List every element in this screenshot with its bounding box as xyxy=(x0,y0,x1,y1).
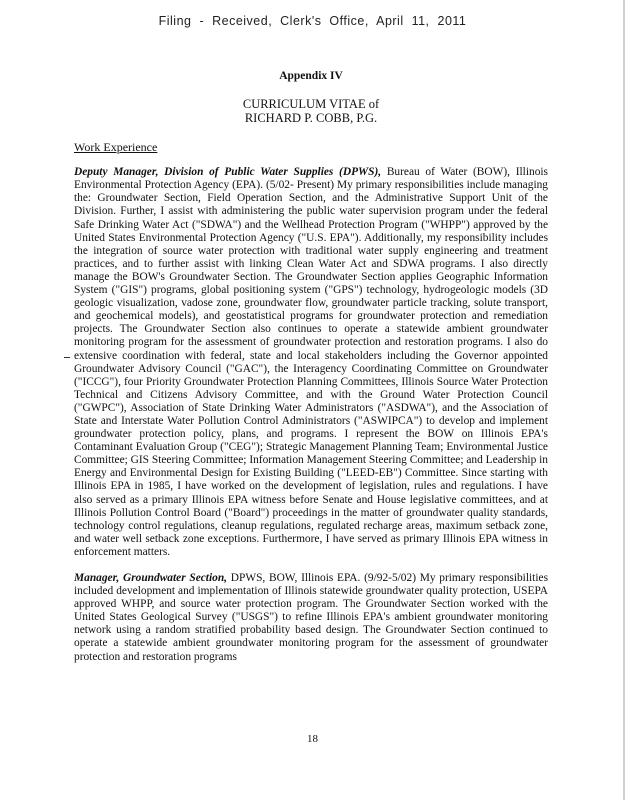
entry-text: DPWS, BOW, Illinois EPA. (9/92-5/02) My primary responsibilities included development and implementation of Illinois statewide groundwater quality protection, USEPA approved WHPP, and source water protection program. The Groundwater Section worked with the United States Geological Survey ("USGS") to refine Illinois EPA's ambient groundwater monitoring network using a random stratified probability based design. The Groundwater Section continued to operate a statewide ambient groundwater monitoring program for the assessment of groundwater protection and restoration programs xyxy=(74,572,548,663)
page-number: 18 xyxy=(307,733,318,745)
entry-deputy-manager xyxy=(74,166,548,559)
entry-role: Manager, Groundwater Section, xyxy=(74,572,228,584)
margin-mark xyxy=(64,357,70,358)
title-line-2: RICHARD P. COBB, P.G. xyxy=(244,111,378,126)
document-title xyxy=(74,97,548,125)
entry-role: Deputy Manager, Division of Public Water Supplies (DPWS), xyxy=(74,166,382,179)
section-heading-work-experience: Work Experience xyxy=(74,140,158,155)
title-line-1: CURRICULUM VITAE of xyxy=(242,97,380,112)
appendix-label: Appendix IV xyxy=(279,70,343,82)
entry-text: Bureau of Water (BOW), Illinois Environmental Protection Agency (EPA). (5/02- Present) My primary responsibilities include managing the: Groundwater Section, Field Operation Section, and the Administrative Support Unit of the Division. Further, I assist with administering the public water supervision program under the federal Safe Drinking Water Act ("SDWA") and the Wellhead Protection Program ("WHPP") approved by the United States Environmental Protection Agency ("U.S. EPA"). Additionally, my responsibility includes the integration of source water protection with traditional water supply engineering and treatment practices, and to further assist with linking Clean Water Act and SDWA programs. I also directly manage the BOW's Groundwater Section. The Groundwater Section applies Geographic Information System ("GIS") programs, global positioning system ("GPS") technology, hydrogeologic models (3D geologic visualization, vadose zone, groundwater flow, groundwater particle tracking, solute transport, and geochemical models), and geostatistical programs for groundwater protection and remediation projects. The Groundwater Section also continues to operate a statewide ambient groundwater monitoring program for the assessment of groundwater protection and restoration programs. I also do extensive coordination with federal, state and local stakeholders including the Governor appointed Groundwater Advisory Council ("GAC"), the Interagency Coordinating Committee on Groundwater ("ICCG"), four Priority Groundwater Protection Planning Committees, Illinois Source Water Protection Technical and Citizens Advisory Committee, and with the Ground Water Protection Council ("GWPC"), Association of State Drinking Water Administrators ("ASDWA"), and the Association of State and Interstate Water Pollution Control Administrators ("ASWIPCA") to develop and implement groundwater protection policy, plans, and programs. I represent the BOW on Illinois EPA's Contaminant Evaluation Group ("CEG"); Strategic Management Planning Team; Environmental Justice Committee; GIS Steering Committee; Information Management Steering Committee; and Leadership in Energy and Environmental Design for Existing Building ("LEED-EB") Committee. Since starting with Illinois EPA in 1985, I have worked on the development of legislation, rules and regulations. I have also served as a primary Illinois EPA witness before Senate and House legislative committees, and at Illinois Pollution Control Board ("Board") proceedings in the matter of groundwater quality standards, technology control regulations, cleanup regulations, regulated recharge areas, maximum setback zone, and water well setback zone exceptions. Furthermore, I have served as primary Illinois EPA witness in enforcement matters. xyxy=(74,166,548,558)
filing-header: Filing - Received, Clerk's Office, April 11, 2011 xyxy=(158,14,467,28)
entry-manager-groundwater xyxy=(74,572,548,664)
document-page xyxy=(74,70,548,677)
